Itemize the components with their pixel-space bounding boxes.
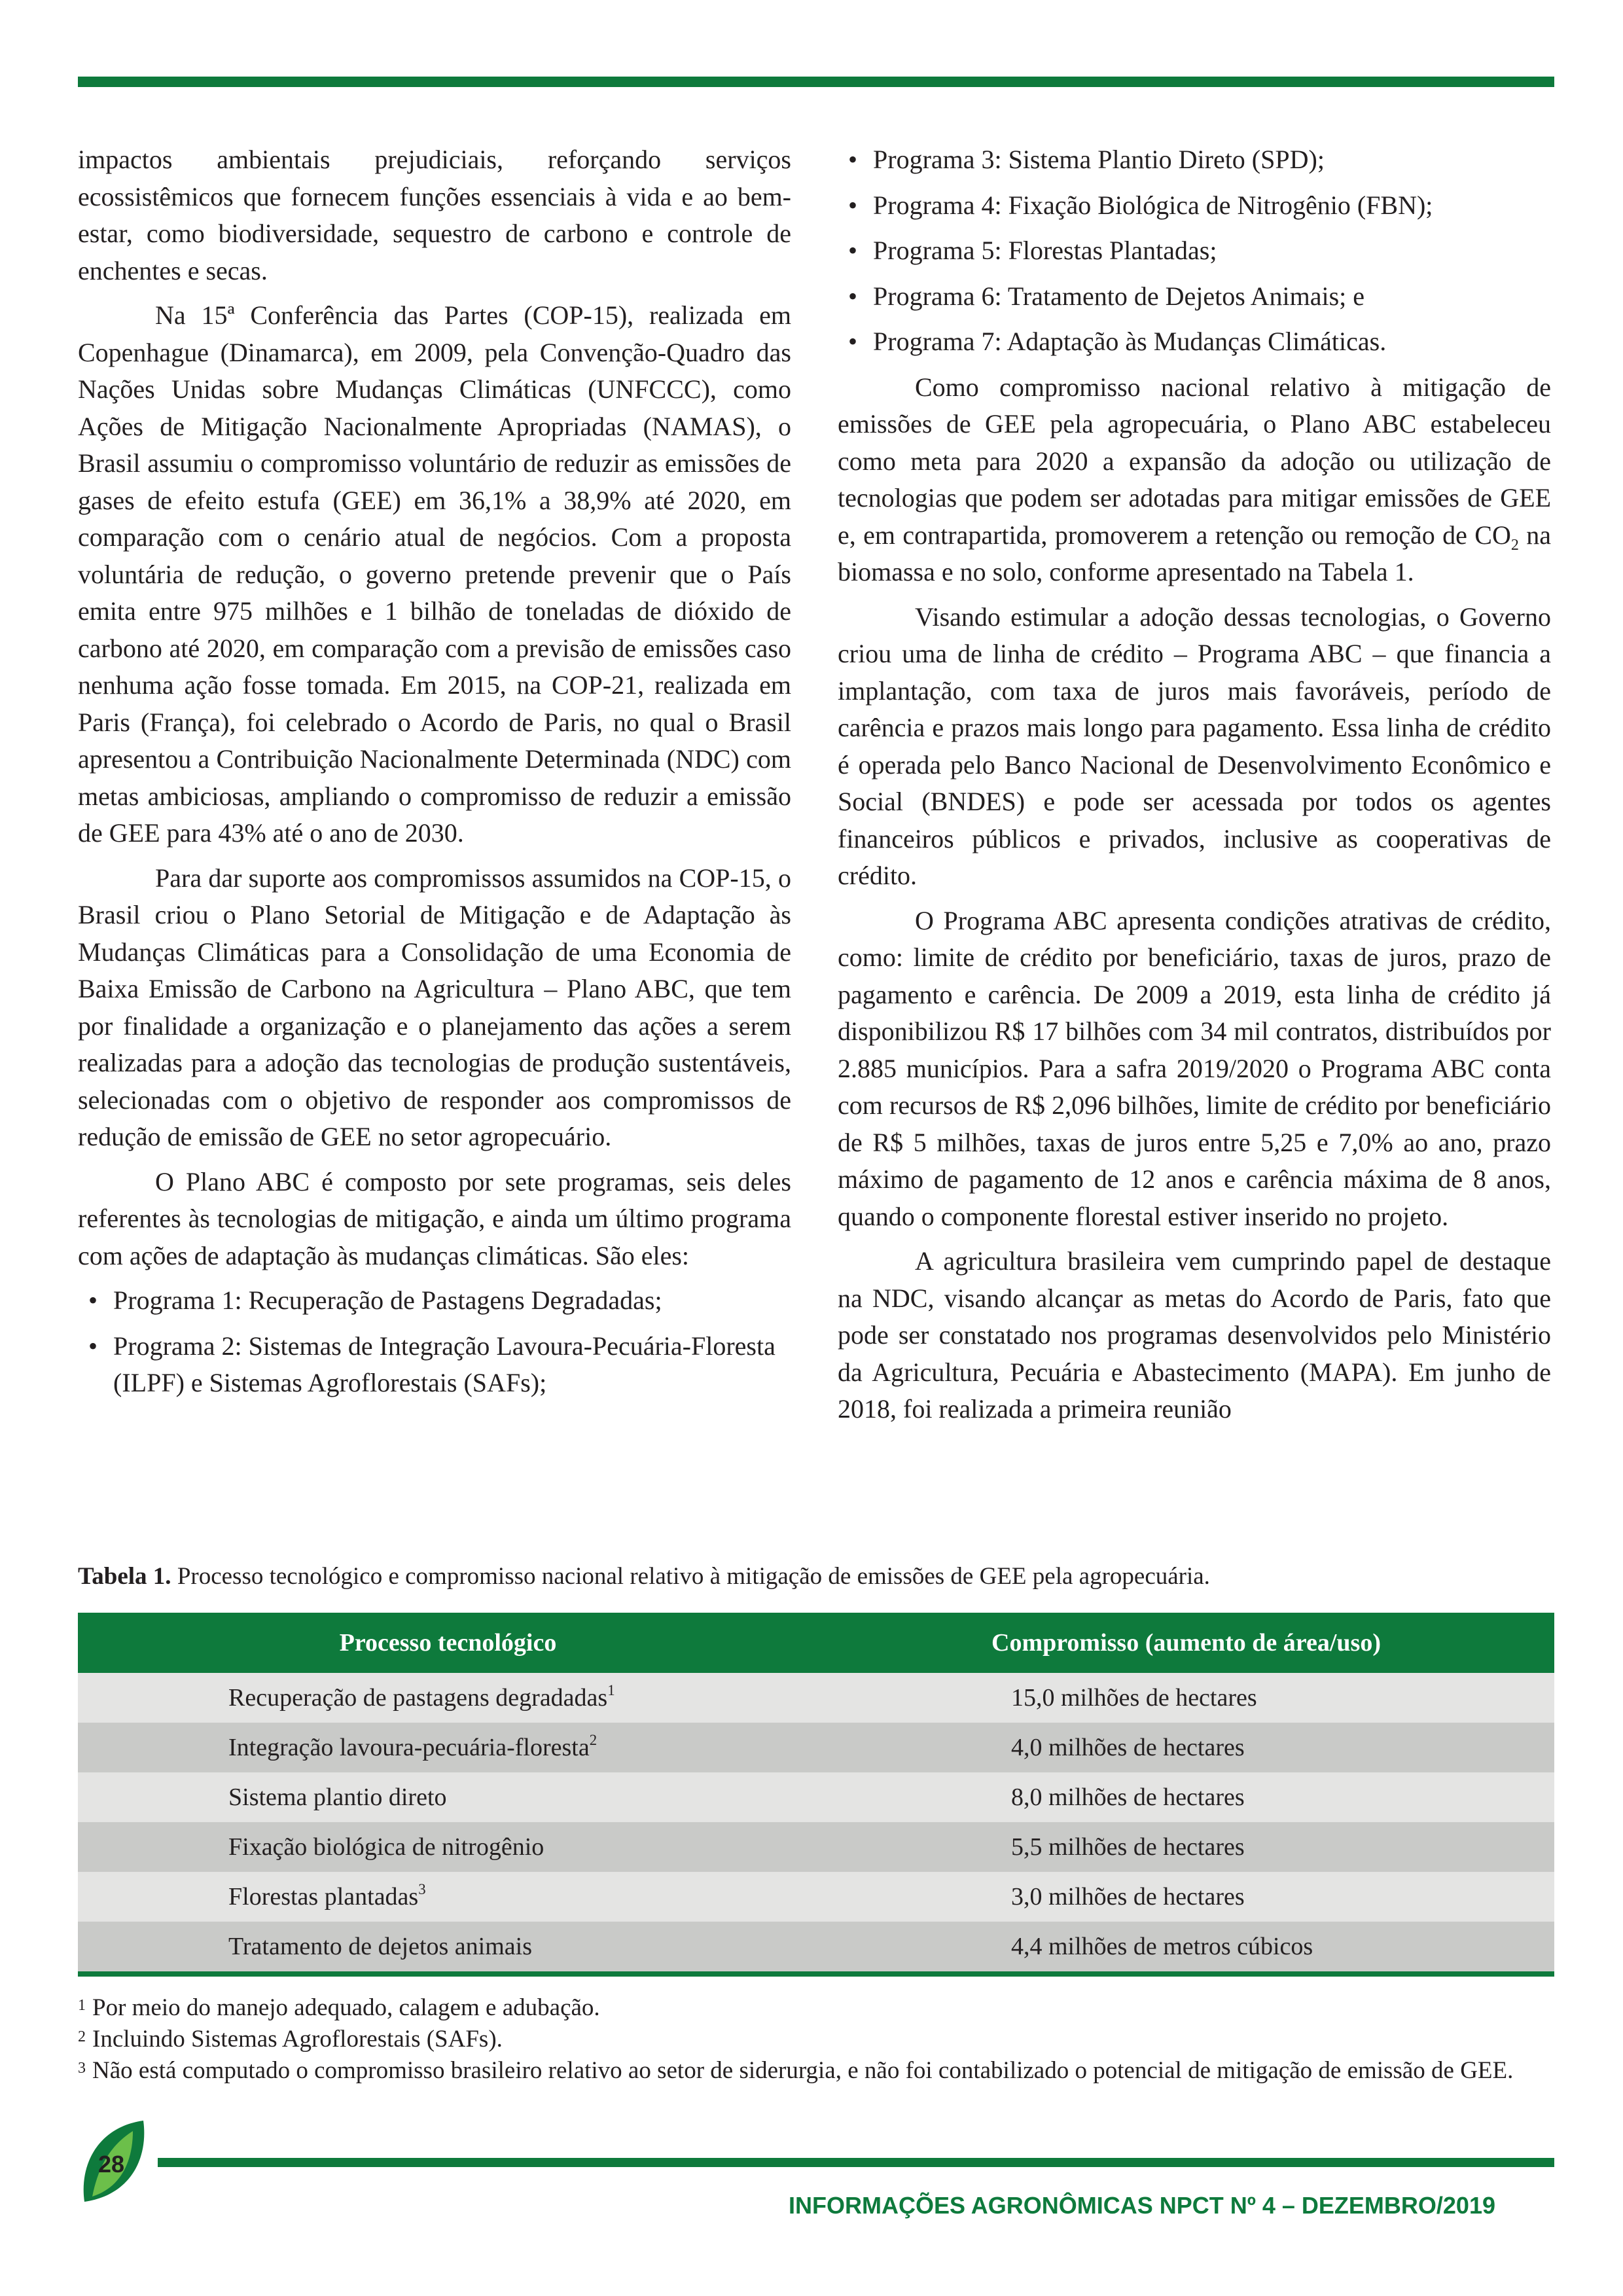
table-row (78, 1872, 1554, 1922)
process-cell (78, 1723, 818, 1772)
list-item-text: Programa 6: Tratamento de Dejetos Animais; e (873, 281, 1364, 311)
paragraph: Na 15ª Conferência das Partes (COP-15), realizada em Copenhague (Dinamarca), em 2009, pela Convenção-Quadro das Nações Unidas sobre Mudanças Climáticas (UNFCCC), como Ações de Mitigação Nacionalmente Apropriadas (NAMAS), o Brasil assumiu o compromisso voluntário de reduzir as emissões de gases de efeito estufa (GEE) em 36,1% a 38,9% até 2020, em comparação com o cenário atual de negócios. Com a proposta voluntária de redução, o governo pretende prevenir que o País emita entre 975 milhões e 1 bilhão de toneladas de dióxido de carbono até 2020, em comparação com a previsão de emissões caso nenhuma ação fosse tomada. Em 2015, na COP-21, realizada em Paris (França), foi celebrado o Acordo de Paris, no qual o Brasil apresentou a Contribuição Nacionalmente Determinada (NDC) com metas ambiciosas, ampliando o compromisso de reduzir a emissão de GEE para 43% até o ano de 2030. (78, 300, 791, 848)
list-item-text: Programa 1: Recuperação de Pastagens Degradadas; (113, 1285, 662, 1315)
page-number: 28 (98, 2151, 125, 2178)
paragraph (838, 369, 1551, 591)
process-cell (78, 1673, 818, 1723)
process-cell (78, 1922, 818, 1974)
process-cell (78, 1872, 818, 1922)
footnote-text: Incluindo Sistemas Agroflorestais (SAFs). (92, 2026, 503, 2053)
footnote-ref: 2 (589, 1732, 597, 1749)
table-row (78, 1922, 1554, 1974)
left-column (78, 141, 791, 1410)
paragraph: Para dar suporte aos compromissos assumidos na COP-15, o Brasil criou o Plano Setorial de Mitigação e de Adaptação às Mudanças Climáticas para a Consolidação de uma Economia de Baixa Emissão de Carbono na Agricultura – Plano ABC, que tem por finalidade a organização e o planejamento das ações a serem realizadas para a adoção das tecnologias de produção sustentáveis, selecionadas com o objetivo de responder aos compromissos de redução de emissão de GEE no setor agropecuário. (78, 863, 791, 1151)
commitment-cell: 15,0 milhões de hectares (818, 1673, 1554, 1723)
program-list (78, 1282, 791, 1402)
list-item (838, 141, 1551, 179)
paragraph: O Programa ABC apresenta condições atrativas de crédito, como: limite de crédito por beneficiário, taxas de juros, prazo de pagamento e carência. De 2009 a 2019, esta linha de crédito já disponibilizou R$ 17 bilhões com 34 mil contratos, distribuídos por 2.885 municípios. Para a safra 2019/2020 o Programa ABC conta com recursos de R$ 2,096 bilhões, limite de crédito por beneficiário de R$ 5 milhões, taxas de juros entre 5,25 e 7,0% ao ano, prazo máximo de pagamento de 12 anos e carência máxima de 8 anos, quando o componente florestal estiver inserido no projeto. (838, 905, 1551, 1231)
footnote-ref: 3 (418, 1881, 426, 1898)
subscript: 2 (1510, 536, 1519, 554)
commitment-cell: 3,0 milhões de hectares (818, 1872, 1554, 1922)
bullet-icon: • (848, 236, 858, 265)
table-header-row (78, 1613, 1554, 1673)
commitment-cell: 4,0 milhões de hectares (818, 1723, 1554, 1772)
header-rule (78, 77, 1554, 87)
list-item-text: Programa 7: Adaptação às Mudanças Climáticas. (873, 327, 1387, 356)
footnotes (78, 1992, 1554, 2087)
column-header: Compromisso (aumento de área/uso) (818, 1613, 1554, 1673)
table-caption-label: Tabela 1. (78, 1563, 171, 1590)
right-column (838, 141, 1551, 1436)
cell-text: Florestas plantadas (228, 1883, 419, 1910)
table-row (78, 1673, 1554, 1723)
list-item-text: Programa 2: Sistemas de Integração Lavoura-Pecuária-Floresta (ILPF) e Sistemas Agroflorestais (SAFs); (113, 1331, 776, 1397)
footer-rule (158, 2158, 1554, 2167)
list-item (838, 232, 1551, 270)
list-item (838, 323, 1551, 361)
bullet-icon: • (88, 1285, 98, 1315)
cell-text: Recuperação de pastagens degradadas (228, 1684, 608, 1712)
list-item (78, 1282, 791, 1319)
paragraph: O Plano ABC é composto por sete programas, seis deles referentes às tecnologias de mitigação, e ainda um último programa com ações de adaptação às mudanças climáticas. São eles: (78, 1166, 791, 1270)
list-item-text: Programa 4: Fixação Biológica de Nitrogênio (FBN); (873, 190, 1433, 220)
program-list (838, 141, 1551, 361)
text-run: Como compromisso nacional relativo à mitigação de emissões de GEE pela agropecuária, o Plano ABC estabeleceu como meta para 2020 a expansão da adoção ou utilização de tecnologias que podem ser adotadas para mitigar emissões de GEE e, em contrapartida, promoverem a retenção ou remoção de CO (838, 372, 1551, 550)
paragraph: A agricultura brasileira vem cumprindo papel de destaque na NDC, visando alcançar as metas do Acordo de Paris, fato que pode ser constatado nos programas desenvolvidos pelo Ministério da Agricultura, Pecuária e Abastecimento (MAPA). Em junho de 2018, foi realizada a primeira reunião (838, 1246, 1551, 1424)
footnote (78, 2024, 1554, 2055)
commitment-cell: 8,0 milhões de hectares (818, 1772, 1554, 1822)
list-item (838, 278, 1551, 315)
bullet-icon: • (88, 1331, 98, 1361)
bullet-icon: • (848, 145, 858, 174)
text-run: na biomassa e no solo, conforme apresentado na Tabela 1. (838, 520, 1551, 586)
footnote-number: 2 (78, 2028, 86, 2045)
paragraph: Visando estimular a adoção dessas tecnologias, o Governo criou uma de linha de crédito – Programa ABC – que financia a implantação, com taxa de juros mais favoráveis, período de carência e prazos mais longo para pagamento. Essa linha de crédito é operada pelo Banco Nacional de Desenvolvimento Econômico e Social (BNDES) e pode ser acessada por todos os agentes financeiros públicos e privados, inclusive as cooperativas de crédito. (838, 601, 1551, 890)
footnote-text: Não está computado o compromisso brasileiro relativo ao setor de siderurgia, e não foi contabilizado o potencial de mitigação de emissão de GEE. (92, 2057, 1514, 2084)
footnote-number: 1 (78, 1997, 86, 2014)
commitment-cell: 5,5 milhões de hectares (818, 1822, 1554, 1872)
cell-text: Integração lavoura-pecuária-floresta (228, 1734, 590, 1761)
list-item-text: Programa 5: Florestas Plantadas; (873, 236, 1217, 265)
bullet-icon: • (848, 281, 858, 311)
cell-text: Fixação biológica de nitrogênio (228, 1833, 544, 1861)
table-row (78, 1822, 1554, 1872)
cell-text: Tratamento de dejetos animais (228, 1933, 532, 1960)
footnote (78, 2055, 1554, 2087)
list-item (78, 1328, 791, 1402)
table-caption (78, 1562, 1554, 1592)
column-header: Processo tecnológico (78, 1613, 818, 1673)
bullet-icon: • (848, 190, 858, 220)
paragraph: impactos ambientais prejudiciais, reforçando serviços ecossistêmicos que fornecem funções essenciais à vida e ao bem-estar, como biodiversidade, sequestro de carbono e controle de enchentes e secas. (78, 145, 791, 285)
bullet-icon: • (848, 327, 858, 356)
list-item (838, 187, 1551, 224)
table-row (78, 1772, 1554, 1822)
commitment-table (78, 1613, 1554, 1977)
cell-text: Sistema plantio direto (228, 1784, 447, 1811)
journal-title: INFORMAÇÕES AGRONÔMICAS NPCT Nº 4 – DEZEMBRO/2019 (789, 2192, 1495, 2219)
list-item-text: Programa 3: Sistema Plantio Direto (SPD); (873, 145, 1325, 174)
footnote (78, 1992, 1554, 2024)
table-caption-text: Processo tecnológico e compromisso nacional relativo à mitigação de emissões de GEE pela agropecuária. (171, 1563, 1210, 1590)
process-cell (78, 1822, 818, 1872)
commitment-cell: 4,4 milhões de metros cúbicos (818, 1922, 1554, 1974)
footnote-ref: 1 (607, 1682, 615, 1699)
footnote-number: 3 (78, 2060, 86, 2077)
footnote-text: Por meio do manejo adequado, calagem e adubação. (92, 1994, 600, 2021)
process-cell (78, 1772, 818, 1822)
table-row (78, 1723, 1554, 1772)
